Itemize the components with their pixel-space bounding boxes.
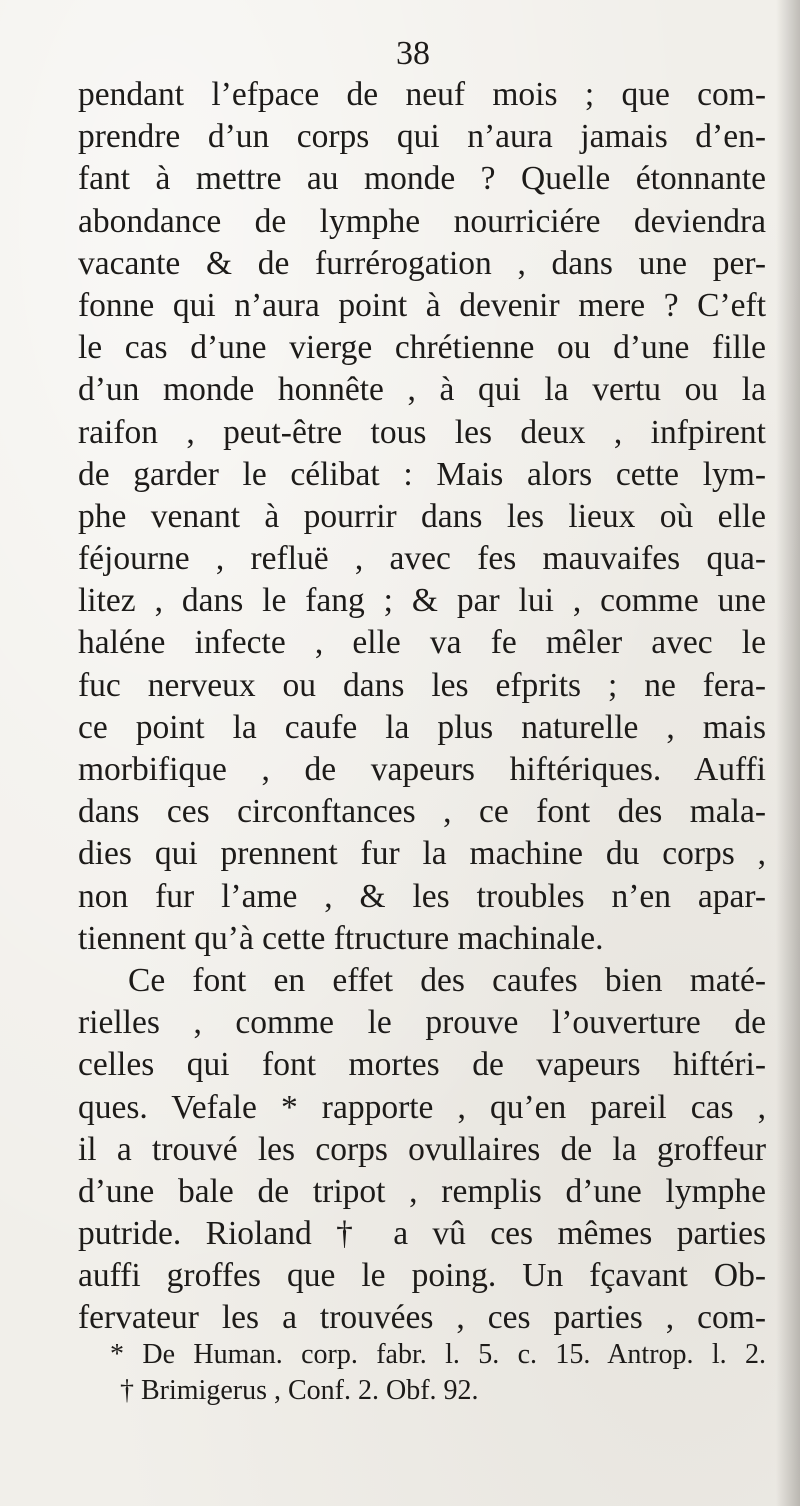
text-line: fuc nerveux ou dans les efprits ; ne fera- <box>78 666 766 704</box>
text-line: fervateur les a trouvées , ces parties , com- <box>78 1299 766 1337</box>
text-line: pendant l’efpace de neuf mois ; que com- <box>78 76 766 113</box>
text-line: non fur l’ame , & les troubles n’en apar- <box>78 877 766 915</box>
text-line: prendre d’un corps qui n’aura jamais d’en- <box>78 118 766 156</box>
text-line: raifon , peut-être tous les deux , infpirent <box>78 413 766 451</box>
footnotes <box>110 1337 766 1409</box>
text-line: rielles , comme le prouve l’ouverture de <box>78 1004 766 1042</box>
text-line: d’un monde honnête , à qui la vertu ou la <box>78 371 766 409</box>
body-text <box>78 74 766 1340</box>
paragraph-end-line: tiennent qu’à cette ftructure machinale. <box>78 919 604 957</box>
text-line: vacante & de furrérogation , dans une per- <box>78 244 766 282</box>
text-line: auffi groffes que le poing. Un fçavant Ob- <box>78 1257 766 1295</box>
footnote: † Brimigerus , Conf. 2. Obf. 92. <box>120 1375 479 1406</box>
text-line: phe venant à pourrir dans les lieux où elle <box>78 497 766 535</box>
text-line: le cas d’une vierge chrétienne ou d’une fille <box>78 329 766 367</box>
text-line: fant à mettre au monde ? Quelle étonnante <box>78 160 766 198</box>
text-line: d’une bale de tripot , remplis d’une lymphe <box>78 1172 766 1210</box>
paragraph-start-line: Ce font en effet des caufes bien maté- <box>128 961 766 999</box>
text-line: litez , dans le fang ; & par lui , comme une <box>78 582 766 620</box>
text-line: ce point la caufe la plus naturelle , mais <box>78 708 766 746</box>
footnote: * De Human. corp. fabr. l. 5. c. 15. Antrop. l. 2. <box>110 1339 766 1370</box>
text-line: morbifique , de vapeurs hiftériques. Auffi <box>78 751 766 788</box>
text-line: putride. Rioland † a vû ces mêmes parties <box>78 1215 766 1253</box>
page-edge-shadow <box>776 0 800 1506</box>
text-line: il a trouvé les corps ovullaires de la groffeur <box>78 1130 766 1168</box>
text-line: haléne infecte , elle va fe mêler avec le <box>78 624 766 662</box>
text-line: celles qui font mortes de vapeurs hiftéri- <box>78 1046 766 1084</box>
text-line: féjourne , refluë , avec fes mauvaifes qua- <box>78 540 766 578</box>
page-number: 38 <box>396 35 430 72</box>
text-line: dans ces circonftances , ce font des mala- <box>78 793 766 831</box>
text-line: de garder le célibat : Mais alors cette lym- <box>78 455 766 493</box>
text-line: dies qui prennent fur la machine du corps , <box>78 835 766 873</box>
text-line: abondance de lymphe nourriciére deviendra <box>78 202 766 240</box>
text-line: fonne qui n’aura point à devenir mere ? C’eft <box>78 286 766 324</box>
text-line: ques. Vefale * rapporte , qu’en pareil cas , <box>78 1088 766 1126</box>
